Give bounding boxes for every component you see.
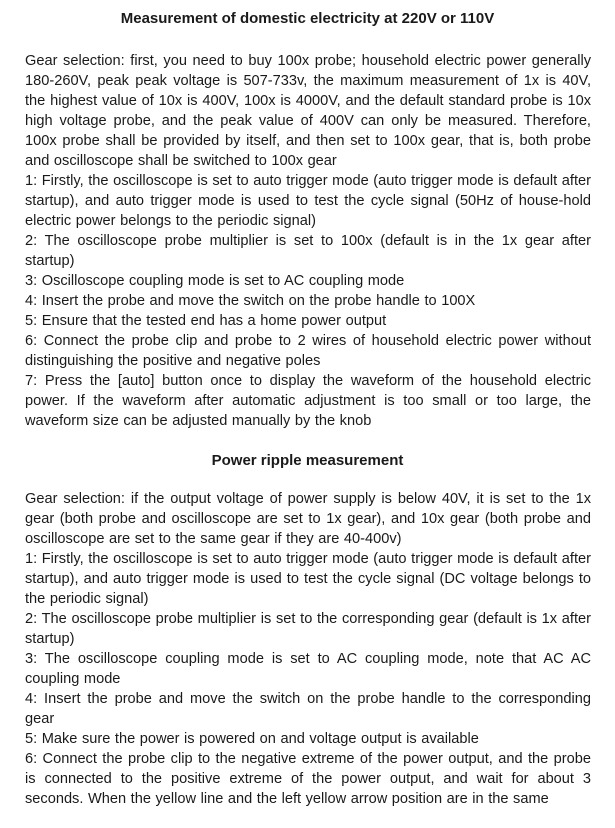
paragraph-step-4: 4: Insert the probe and move the switch on the probe handle to 100X bbox=[25, 293, 476, 309]
paragraph-step-1: 1: Firstly, the oscilloscope is set to auto trigger mode (auto trigger mode is default after startup), and auto trigger mode is used to test the cycle signal (50Hz of house-hold electric power belongs to the periodic signal) bbox=[25, 173, 591, 229]
section-body-power-ripple bbox=[25, 489, 591, 809]
paragraph-step-5: 5: Ensure that the tested end has a home power output bbox=[25, 313, 387, 329]
paragraph-step-3: 3: The oscilloscope coupling mode is set to AC coupling mode, note that AC AC coupling mode bbox=[25, 651, 591, 687]
section-title-power-ripple: Power ripple measurement bbox=[211, 452, 404, 469]
paragraph-gear-selection: Gear selection: first, you need to buy 100x probe; household electric power generally 180-260V, peak peak voltage is 507-733v, the maximum measurement of 1x is 40V, the highest value of 10x is 400V, 100x is 4000V, and the default standard probe is 10x high voltage probe, and the peak value of 400V can only be measured. Therefore, 100x probe shall be provided by itself, and then set to 100x gear, that is, both probe and oscilloscope shall be switched to 100x gear bbox=[25, 53, 591, 169]
section-title-domestic-electricity: Measurement of domestic electricity at 220V or 110V bbox=[120, 10, 495, 27]
paragraph-step-2: 2: The oscilloscope probe multiplier is set to 100x (default is in the 1x gear after startup) bbox=[25, 233, 591, 269]
paragraph-step-3: 3: Oscilloscope coupling mode is set to AC coupling mode bbox=[25, 273, 405, 289]
paragraph-step-6: 6: Connect the probe clip to the negative extreme of the power output, and the probe is connected to the positive extreme of the power output, and wait for about 3 seconds. When the yellow line and the left yellow arrow position are in the same bbox=[25, 751, 591, 807]
paragraph-step-1: 1: Firstly, the oscilloscope is set to auto trigger mode (auto trigger mode is default after startup), and auto trigger mode is used to test the cycle signal (DC voltage belongs to the periodic signal) bbox=[25, 551, 591, 607]
paragraph-step-4: 4: Insert the probe and move the switch on the probe handle to the corresponding gear bbox=[25, 691, 591, 727]
paragraph-step-5: 5: Make sure the power is powered on and voltage output is available bbox=[25, 731, 479, 747]
paragraph-gear-selection: Gear selection: if the output voltage of power supply is below 40V, it is set to the 1x gear (both probe and oscilloscope are set to 1x gear), and 10x gear (both probe and oscilloscope are set to the same gear if they are 40-400v) bbox=[25, 491, 591, 547]
paragraph-step-2: 2: The oscilloscope probe multiplier is set to the corresponding gear (default is 1x after startup) bbox=[25, 611, 591, 647]
paragraph-step-7: 7: Press the [auto] button once to display the waveform of the household electric power. If the waveform after automatic adjustment is too small or too large, the waveform size can be adjusted manually by the knob bbox=[25, 373, 591, 429]
section-body-domestic-electricity bbox=[25, 51, 591, 431]
paragraph-step-6: 6: Connect the probe clip and probe to 2 wires of household electric power without distinguishing the positive and negative poles bbox=[25, 333, 591, 369]
